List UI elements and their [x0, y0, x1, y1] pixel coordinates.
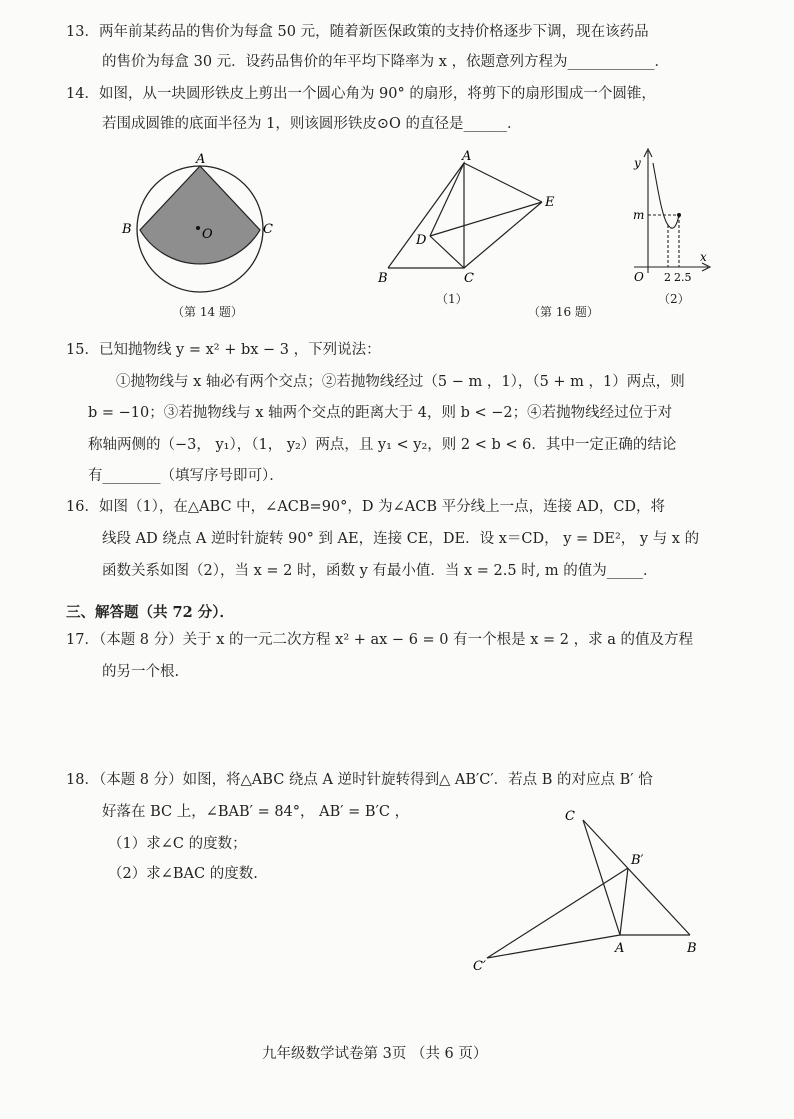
label-y: y [634, 156, 641, 170]
label-B: B [378, 271, 388, 286]
label-B: B [687, 941, 697, 956]
label-A: A [196, 152, 206, 167]
tick-2: 2 [664, 271, 671, 284]
figure-18 [465, 800, 715, 980]
label-C: C [263, 222, 273, 237]
label-Cprime: C′ [473, 959, 486, 974]
label-A: A [462, 149, 472, 164]
q15-line2: ①抛物线与 x 轴必有两个交点；②若抛物线经过（5 − m ，1），（5 + m ，1）两点，则 [116, 374, 685, 390]
q18-sub1: （1）求∠C 的度数； [108, 836, 247, 852]
figure-16-2 [620, 145, 720, 290]
q18-sub2: （2）求∠BAC 的度数. [108, 866, 258, 882]
q15-line1: 15．已知抛物线 y = x² + bx − 3 ，下列说法： [66, 342, 381, 358]
fig16-sub2: （2） [658, 292, 690, 306]
q17-line1: 17．（本题 8 分）关于 x 的一元二次方程 x² + ax − 6 = 0 有一个根是 x = 2 ，求 a 的值及方程 [66, 632, 693, 648]
figure-14 [110, 150, 290, 295]
curve [653, 163, 679, 228]
label-x: x [700, 250, 707, 264]
q15-line5: 有________（填写序号即可）． [88, 468, 284, 484]
label-C: C [565, 809, 575, 824]
q13-line1: 13．两年前某药品的售价为每盒 50 元，随着新医保政策的支持价格逐步下调，现在该药品 [66, 24, 649, 40]
center-dot [196, 226, 200, 230]
label-O: O [202, 227, 213, 242]
section-3-heading: 三、解答题（共 72 分）． [66, 604, 235, 621]
q16-line1: 16．如图（1），在△ABC 中，∠ACB=90°，D 为∠ACB 平分线上一点，连接 AD，CD，将 [66, 499, 666, 515]
q14-line1: 14．如图，从一块圆形铁皮上剪出一个圆心角为 90° 的扇形，将剪下的扇形围成一个圆锥， [66, 86, 656, 102]
label-E: E [545, 195, 555, 210]
label-origin: O [634, 270, 644, 284]
label-A: A [615, 941, 625, 956]
tick-2.5: 2.5 [674, 271, 692, 284]
fig14-caption: （第 14 题） [172, 305, 243, 319]
label-D: D [416, 233, 427, 248]
label-C: C [464, 271, 474, 286]
figure-16-1 [372, 148, 572, 293]
fig16-sub1: （1） [436, 292, 468, 306]
q16-line3: 函数关系如图（2），当 x = 2 时，函数 y 有最小值．当 x = 2.5 时, m 的值为_____． [102, 563, 658, 579]
page-footer: 九年级数学试卷第 3页 （共 6 页） [262, 1046, 488, 1062]
q15-line4: 称轴两侧的（−3， y₁），（1， y₂）两点，且 y₁ < y₂，则 2 < b < 6．其中一定正确的结论 [88, 437, 677, 453]
label-Bprime: B′ [631, 853, 644, 868]
q14-line2: 若围成圆锥的底面半径为 1，则该圆形铁皮⊙O 的直径是______． [102, 116, 522, 132]
q18-line2: 好落在 BC 上，∠BAB′ = 84°， AB′ = B′C ， [102, 804, 410, 820]
q16-line2: 线段 AD 绕点 A 逆时针旋转 90° 到 AE，连接 CE，DE．设 x＝CD， y = DE²， y 与 x 的 [102, 531, 700, 547]
fig16-caption: （第 16 题） [528, 305, 599, 319]
sector-shaded [140, 166, 260, 264]
q15-line3: b = −10；③若抛物线与 x 轴两个交点的距离大于 4，则 b < −2；④若抛物线经过位于对 [88, 405, 673, 421]
label-m: m [633, 208, 645, 222]
q17-line2: 的另一个根. [102, 664, 180, 680]
q13-line2: 的售价为每盒 30 元．设药品售价的年平均下降率为 x ，依题意列方程为____________． [102, 54, 670, 70]
q18-line1: 18．（本题 8 分）如图，将△ABC 绕点 A 逆时针旋转得到△ AB′C′．若点 B 的对应点 B′ 恰 [66, 772, 653, 788]
label-B: B [122, 222, 132, 237]
